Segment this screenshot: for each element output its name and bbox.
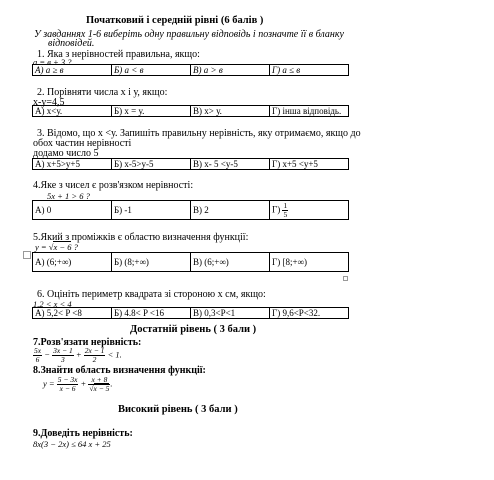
q8-fraction-1 [57,376,79,393]
q3-text-line-2: обох частин нерівності [33,138,132,149]
q3-option-a[interactable]: А) х+5>у+5 [33,159,112,170]
section-3-title: Високий рівень ( 3 бали ) [118,404,238,415]
q2-option-c[interactable]: В) х> у. [191,106,270,117]
radical-sign: √ [48,242,54,252]
plus-sign: + [78,378,89,389]
q3-text-line-3: додамо число 5 [33,148,99,159]
minus-sign: − [42,349,53,360]
table-resize-handle[interactable] [343,276,348,281]
q5-option-c[interactable]: В) (6;+∞) [191,253,270,272]
fraction-denominator: 5 [283,209,288,219]
q7-fraction-3 [84,347,106,364]
section-1-title: Початковий і середній рівні (6 балів ) [86,15,264,26]
section-2-title: Достатній рівень ( 3 бали ) [130,324,257,335]
q3-option-b[interactable]: Б) х-5>у-5 [112,159,191,170]
q3-option-c[interactable]: В) х- 5 <у-5 [191,159,270,170]
q5-option-d[interactable]: Г) [8;+∞) [270,253,349,272]
q1-option-a[interactable]: А) a ≥ в [33,65,112,76]
q8-tail: . [110,378,113,389]
fraction-numerator: 5x [34,346,42,355]
q7-fraction-1 [33,347,42,364]
q1-option-d[interactable]: Г) a ≤ в [270,65,349,76]
fraction-numerator: x + 8 [88,376,110,385]
table-move-handle[interactable] [23,251,31,259]
fraction-denominator: 2 [92,355,97,364]
q4-option-b[interactable]: Б) -1 [112,201,191,220]
q5-cond-radicand: x − 6 [53,242,72,252]
instruction-line-2: відповідей. [48,38,95,49]
q6-text: 6. Оцініть периметр квадрата зі стороною х см, якщо: [37,289,266,300]
q5-cond-suffix: ? [71,242,78,252]
q2-options-table [32,105,349,117]
q1-option-b[interactable]: Б) a < в [112,65,191,76]
q2-option-b[interactable]: Б) х = у. [112,106,191,117]
q7-inequality [33,347,122,364]
q4-option-d[interactable] [270,201,349,220]
q6-option-c[interactable]: В) 0,3<P<1 [191,308,270,319]
q9-inequality: 8x(3 − 2x) ≤ 64 x + 25 [33,439,111,449]
q1-condition: a = в + 3 ? [33,57,72,67]
q8-function [43,376,113,393]
q8-y-eq: y = [43,378,57,389]
q6-option-b[interactable]: Б) 4.8< P <16 [112,308,191,319]
q1-option-c[interactable]: В) a > в [191,65,270,76]
q5-cond-prefix: y = [35,242,49,252]
q5-text: 5.Який з проміжків є областю визначення функції: [33,232,249,243]
q8-radicand: x − 5 [93,384,110,393]
fraction-denominator: √x − 5 [89,384,110,393]
q2-condition: х-у=4,5 [33,97,65,108]
q4-text: 4.Яке з чисел є розв'язком нерівності: [33,180,194,191]
q1-text: 1. Яка з нерівностей правильна, якщо: [37,49,200,60]
q4-option-d-label: Г) [272,204,281,215]
q3-options-table [32,158,349,170]
q6-option-a[interactable]: А) 5,2< P <8 [33,308,112,319]
fraction-numerator: 1 [283,200,288,210]
fraction-numerator: 5 − 3x [57,375,78,384]
q3-option-d[interactable]: Г) х+5 <у+5 [270,159,349,170]
q8-fraction-2 [88,375,113,393]
q6-option-d[interactable]: Г) 9,6<P<32. [270,308,349,319]
q5-option-b[interactable]: Б) (8;+∞) [112,253,191,272]
q4-condition: 5x + 1 > 6 ? [47,191,90,201]
q5-options-table [32,252,349,272]
fraction-denominator: x − 6 [59,384,76,393]
q4-option-a[interactable]: А) 0 [33,201,112,220]
q2-option-d[interactable]: Г) інша відповідь. [270,106,349,117]
q7-text: 7.Розв'язати нерівність: [33,337,142,348]
q5-option-a[interactable]: А) (6;+∞) [33,253,112,272]
fraction-numerator: 3x − 1 [53,346,73,355]
plus-sign: + [73,349,84,360]
q5-condition [35,242,78,252]
fraction-numerator: 2x − 1 [84,346,105,355]
q4-option-c[interactable]: В) 2 [191,201,270,220]
q6-options-table [32,307,349,319]
q3-text-line-1: 3. Відомо, що х <у. Запишіть правильну нерівність, яку отримаємо, якщо до [37,128,361,139]
q1-options-table [32,64,349,76]
q8-text: 8.Знайти область визначення функції: [33,365,206,376]
q7-fraction-2 [52,347,74,364]
q2-option-a[interactable]: А) х<у. [33,106,112,117]
fraction-denominator: 6 [35,355,40,364]
q9-text: 9.Доведіть нерівність: [33,428,133,439]
q6-condition: 1.2 < x < 4 [33,299,72,309]
q4-option-d-fraction [282,202,288,219]
fraction-denominator: 3 [61,355,65,364]
q2-text: 2. Порівняти числа х і у, якщо: [37,87,168,98]
q4-options-table [32,200,349,220]
instruction-line-1: У завданнях 1-6 виберіть одну правильну відповідь і позначте її в бланку [34,29,344,40]
q7-tail: < 1. [105,349,122,360]
